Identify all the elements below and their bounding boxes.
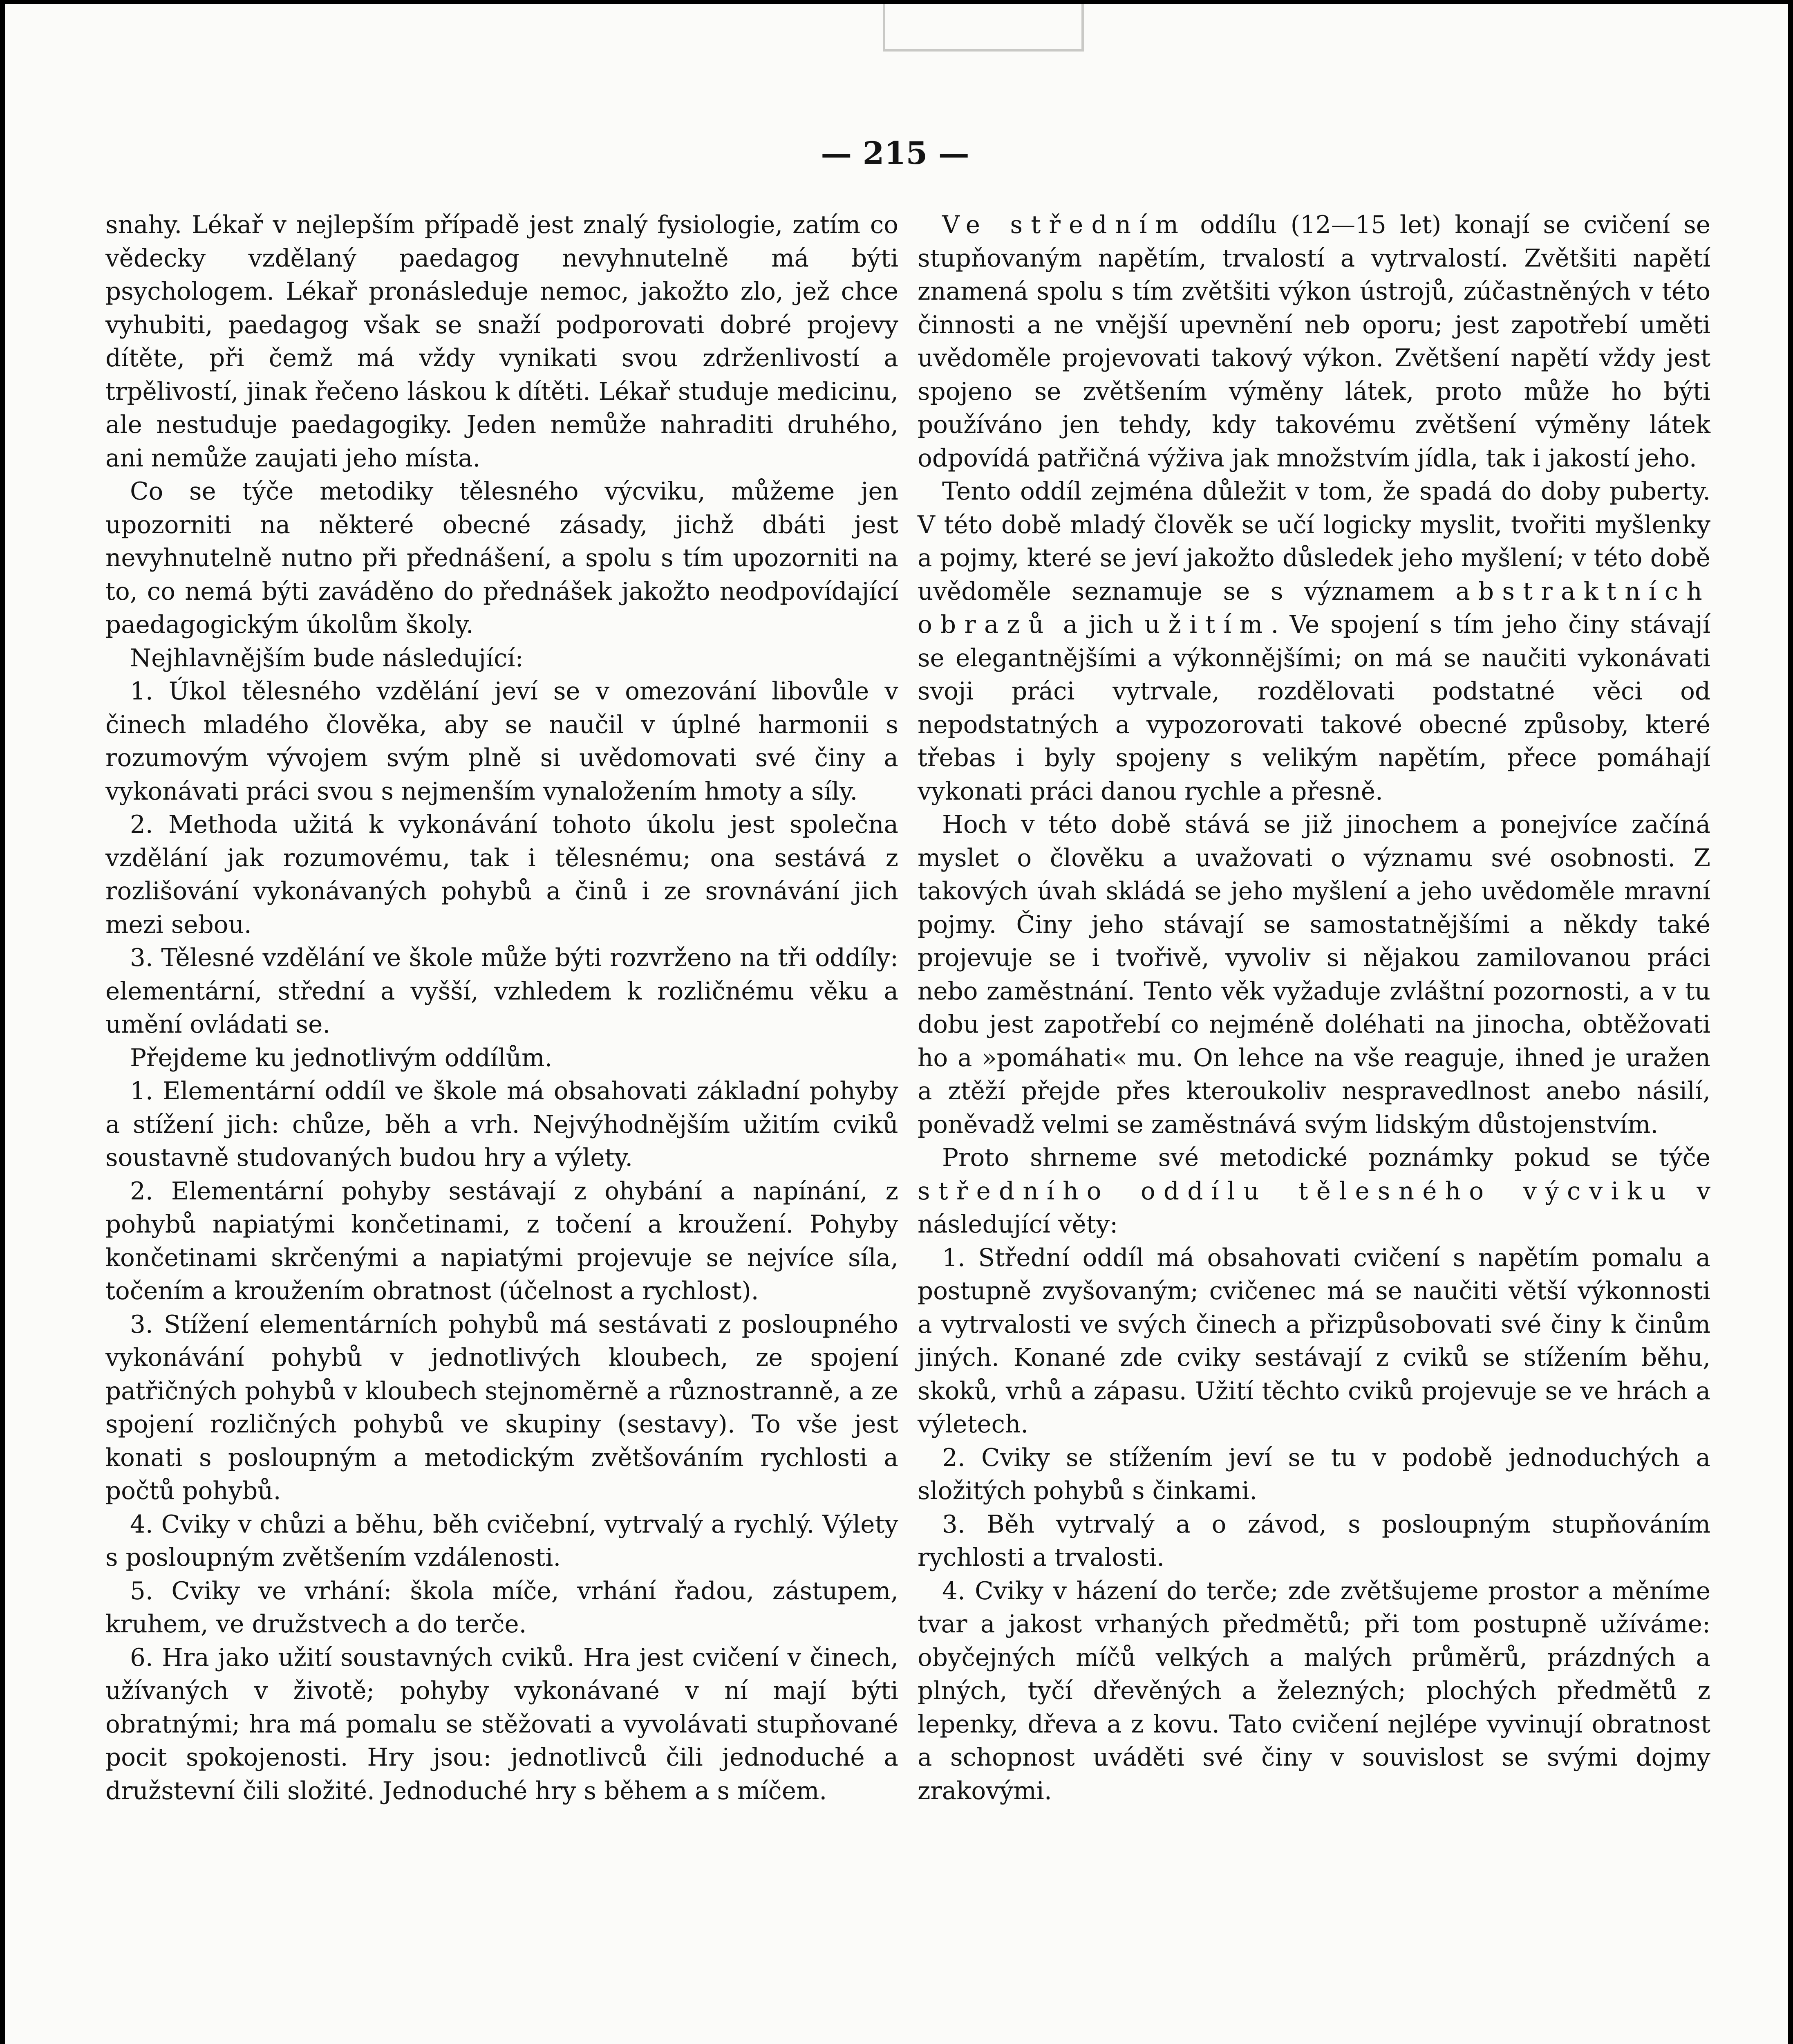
- emphasis-spaced: abstraktních obrazů: [918, 577, 1710, 639]
- emphasis-spaced: Ve středním: [942, 211, 1187, 239]
- paragraph: 4. Cviky v chůzi a běhu, běh cvičební, vytrvalý a rychlý. Výlety s posloupným zvětšením vzdálenosti.: [105, 1510, 898, 1572]
- paragraph: Přejdeme ku jednotlivým oddílům.: [130, 1044, 553, 1072]
- paragraph: Nejhlavnějším bude následující:: [130, 644, 524, 672]
- paragraph: 3. Tělesné vzdělání ve škole může býti rozvrženo na tři oddíly: elementární, střední a vyšší, vzhledem k rozličnému věku a umění ovládati se.: [105, 944, 898, 1039]
- list-item: 3. Běh vytrvalý a o závod, s posloupným stupňováním rychlosti a trvalosti.: [918, 1510, 1710, 1572]
- right-column: [918, 208, 1710, 1808]
- plate-mark: [883, 4, 1084, 52]
- paragraph: 5. Cviky ve vrhání: škola míče, vrhání řadou, zástupem, kruhem, ve družstvech a do terče.: [105, 1577, 898, 1638]
- paragraph: 2. Methoda užitá k vykonávání tohoto úkolu jest společna vzdělání jak rozumovému, tak i tělesnému; ona sestává z rozlišování vykonávaných pohybů a činů i ze srovnávání jich mezi sebou.: [105, 811, 898, 939]
- paragraph: 3. Stížení elementárních pohybů má sestávati z posloupného vykonávání pohybů v jednotlivých kloubech, ze spojení patřičných pohybů v kloubech stejnoměrně a různostranně, a ze spojení rozličných pohybů ve skupiny (sestavy). To vše jest konati s posloupným a metodickým zvětšováním rychlosti a počtů pohybů.: [105, 1310, 898, 1505]
- text-run: Tento oddíl zejména důležit v tom, že spadá do doby puberty. V této době mladý člověk se učí logicky myslit, tvořiti myšlenky a pojmy, které se jeví jakožto důsledek jeho myšlení; v této době uvědoměle seznamuje se s významem: [918, 477, 1710, 606]
- emphasis-spaced: užitím: [1144, 611, 1271, 639]
- paragraph: snahy. Lékař v nejlepším případě jest znalý fysiologie, zatím co vědecky vzdělaný paedagog nevyhnutelně má býti psychologem. Lékař pronásleduje nemoc, jakožto zlo, jež chce vyhubiti, paedagog však se snaží podporovati dobré projevy dítěte, při čemž má vždy vynikati svou zdrženlivostí a trpělivostí, jinak řečeno láskou k dítěti. Lékař studuje medicinu, ale nestuduje paedagogiky. Jeden nemůže nahraditi druhého, ani nemůže zaujati jeho místa.: [105, 211, 898, 473]
- paragraph: Co se týče metodiky tělesného výcviku, můžeme jen upozorniti na některé obecné zásady, jichž dbáti jest nevyhnutelně nutno při přednášení, a spolu s tím upozorniti na to, co nemá býti zaváděno do přednášek jakožto neodpovídající paedagogickým úkolům školy.: [105, 477, 898, 639]
- paragraph: [918, 208, 1710, 475]
- paragraph: [918, 475, 1710, 808]
- paragraph: 1. Elementární oddíl ve škole má obsahovati základní pohyby a stížení jich: chůze, běh a vrh. Nejvýhodnějším užitím cviků soustavně studovaných budou hry a výlety.: [105, 1077, 898, 1172]
- paragraph: 6. Hra jako užití soustavných cviků. Hra jest cvičení v činech, užívaných v životě; pohyby vykonávané v ní mají býti obratnými; hra má pomalu se stěžovati a vyvolávati stupňované pocit spokojenosti. Hry jsou: jednotlivců čili jednoduché a družstevní čili složité. Jednoduché hry s během a s míčem.: [105, 1643, 898, 1805]
- text-run: Proto shrneme své metodické poznámky pokud se týče: [942, 1144, 1710, 1172]
- left-column: [105, 208, 898, 1808]
- page-number: — 215 —: [821, 135, 969, 171]
- list-item: 4. Cviky v házení do terče; zde zvětšujeme prostor a měníme tvar a jakost vrhaných předmětů; při tom postupně užíváme: obyčejných míčů velkých a malých průměrů, prázdných a plných, tyčí dřevěných a železných; plochých předmětů z lepenky, dřeva a z kovu. Tato cvičení nejlépe vyvinují obratnost a schopnost uváděti své činy v souvislost se svými dojmy zrakovými.: [918, 1577, 1710, 1805]
- text-run: . Ve spojení s tím jeho činy stávají se elegantnějšími a výkonnějšími; on má se naučiti vykonávati svoji práci vytrvale, rozdělovati podstatné věci od nepodstatných a vypozorovati takové obecné způsoby, které třebas i byly spojeny s velikým napětím, přece pomáhají vykonati práci danou rychle a přesně.: [918, 611, 1711, 806]
- paragraph: 1. Úkol tělesného vzdělání jeví se v omezování libovůle v činech mladého člověka, aby se naučil v úplné harmonii s rozumovým vývojem svým plně si uvědomovati své činy a vykonávati práci svou s nejmenším vynaložením hmoty a síly.: [105, 677, 898, 806]
- paragraph: 2. Elementární pohyby sestávají z ohybání a napínání, z pohybů napiatými končetinami, z točení a kroužení. Pohyby končetinami skrčenými a napiatými projevuje se nejvíce síla, točením a kroužením obratnost (účelnost a rychlost).: [105, 1177, 898, 1305]
- text-run: v následující věty:: [918, 1177, 1710, 1239]
- text-run: oddílu (12—15 let) konají se cvičení se stupňovaným napětím, trvalostí a vytrvalostí. Zvětšiti napětí znamená spolu s tím zvětšiti výkon ústrojů, zúčastněných v této činnosti a ne vnější upevnění neb oporu; jest zapotřebí uměti uvědoměle projevovati takový výkon. Zvětšení napětí vždy jest spojeno se zvětšením výměny látek, proto může ho býti používáno jen tehdy, kdy takovému zvětšení výměny látek odpovídá patřičná výživa jak množstvím jídla, tak i jakostí jeho.: [918, 211, 1710, 473]
- list-item: 1. Střední oddíl má obsahovati cvičení s napětím pomalu a postupně zvyšovaným; cvičenec má se naučiti větší výkonnosti a vytrvalosti ve svých činech a přizpůsobovati své činy k činům jiných. Konané zde cviky sestávají z cviků se stížením běhu, skoků, vrhů a zápasu. Užití těchto cviků projevuje se ve hrách a výletech.: [918, 1244, 1710, 1439]
- list-item: 2. Cviky se stížením jeví se tu v podobě jednoduchých a složitých pohybů s činkami.: [918, 1443, 1710, 1505]
- paragraph: Hoch v této době stává se již jinochem a ponejvíce začíná myslet o člověku a uvažovati o významu své osobnosti. Z takových úvah skládá se jeho myšlení a jeho uvědoměle mravní pojmy. Činy jeho stávají se samostatnějšími a někdy také projevuje se i tvořivě, vyvoliv si nějakou zamilovanou práci nebo zaměstnání. Tento věk vyžaduje zvláštní pozornosti, a v tu dobu jest zapotřebí co nejméně doléhati na jinocha, obtěžovati ho a »pomáhati« mu. On lehce na vše reaguje, ihned je uražen a ztěží přejde přes kteroukoliv nespravedlnost anebo násilí, poněvadž velmi se zaměstnává svým lidským důstojenstvím.: [918, 811, 1710, 1139]
- text-run: a jich: [1052, 611, 1144, 639]
- paragraph: [918, 1141, 1710, 1242]
- emphasis-spaced: středního oddílu tělesného výcviku: [918, 1177, 1674, 1206]
